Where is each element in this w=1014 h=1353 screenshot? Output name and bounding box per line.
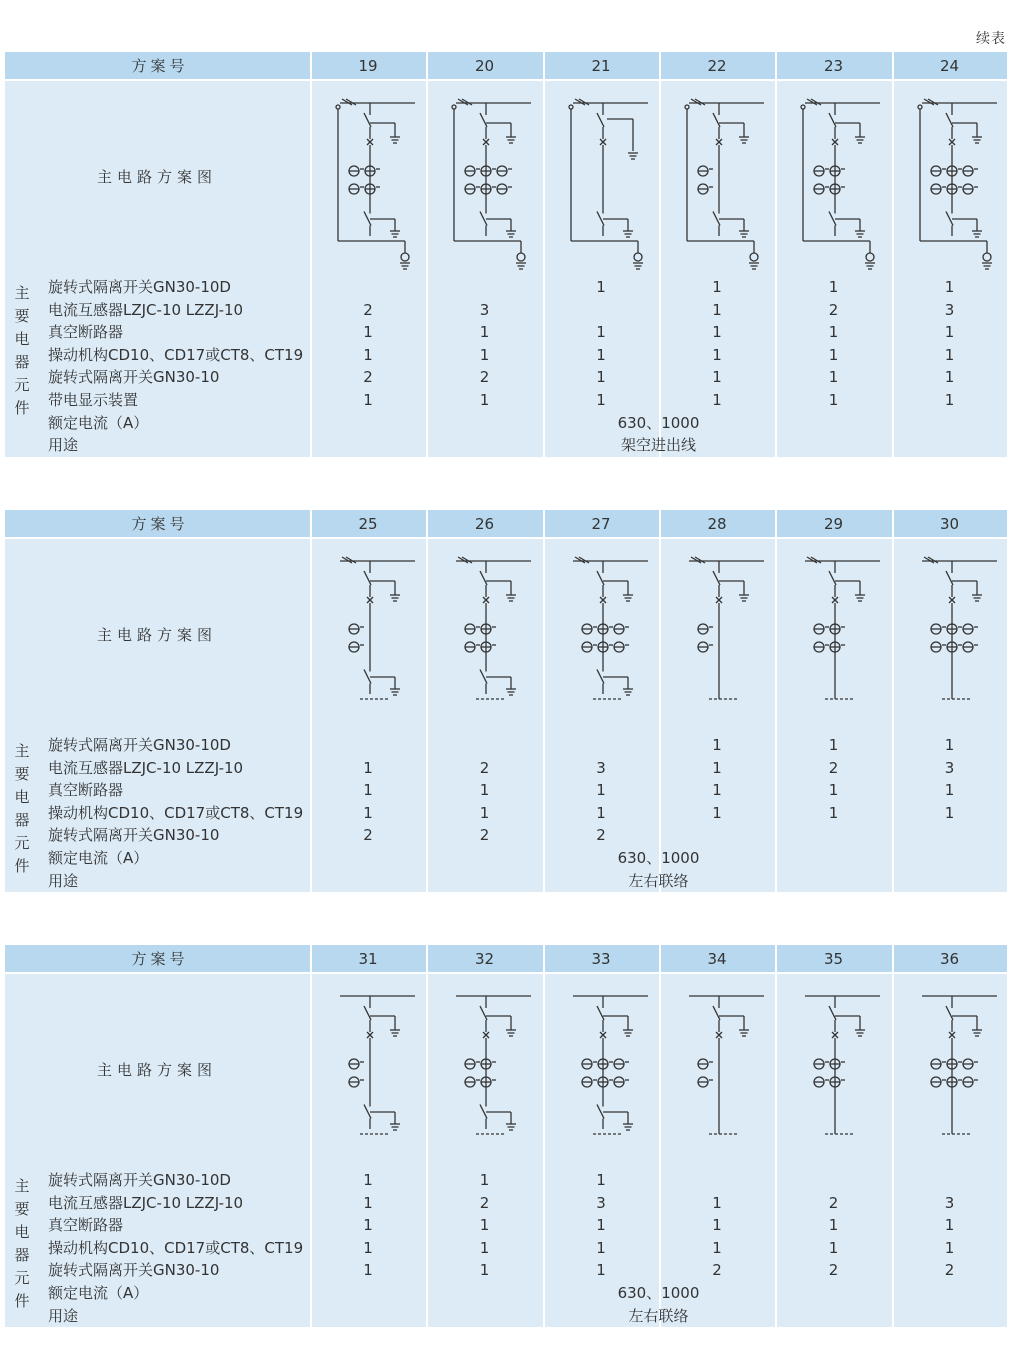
component-count: 1 (479, 345, 490, 364)
component-count: 3 (944, 300, 955, 319)
component-count: 1 (712, 803, 722, 822)
group-label-char: 元 (14, 1269, 30, 1287)
row-divider (5, 79, 1007, 81)
column-divider (426, 52, 428, 457)
component-name: 旋转式隔离开关GN30-10 (48, 368, 220, 387)
component-count: 2 (944, 1261, 955, 1280)
component-count: 1 (479, 803, 490, 822)
usage-label: 用途 (48, 1306, 79, 1325)
group-label-char: 要 (14, 1200, 30, 1218)
component-count: 1 (479, 1261, 490, 1280)
component-name: 真空断路器 (48, 323, 124, 342)
circuit-diagram (912, 91, 1002, 271)
component-count: 1 (479, 781, 490, 800)
column-divider (310, 52, 312, 457)
column-divider (892, 510, 894, 892)
component-count: 2 (363, 826, 373, 845)
usage-label: 用途 (48, 871, 79, 890)
component-count: 2 (479, 826, 490, 845)
usage-value: 左右联络 (628, 1306, 689, 1325)
component-count: 2 (828, 1261, 839, 1280)
component-count: 1 (828, 323, 839, 342)
group-label-char: 要 (14, 765, 30, 783)
column-divider (775, 510, 777, 892)
component-count: 1 (828, 781, 839, 800)
component-count: 2 (828, 1193, 839, 1212)
component-count: 1 (712, 1216, 722, 1235)
component-count: 2 (479, 1193, 490, 1212)
scheme-number-label: 方案号 (131, 950, 189, 968)
scheme-number: 25 (358, 515, 378, 533)
component-count: 1 (479, 391, 490, 409)
row-divider (5, 972, 1007, 974)
component-count: 1 (944, 391, 955, 409)
component-count: 1 (944, 736, 955, 754)
usage-label: 用途 (48, 436, 79, 455)
component-name: 操动机构CD10、CD17或CT8、CT19 (48, 1238, 304, 1257)
component-name: 电流互感器LZJC-10 LZZJ-10 (48, 1193, 244, 1212)
circuit-diagram (912, 984, 1002, 1164)
usage-value: 架空进出线 (620, 436, 697, 455)
group-label-char: 电 (14, 1223, 30, 1241)
component-count: 1 (712, 758, 722, 777)
group-label-char: 器 (14, 353, 30, 371)
scheme-number: 30 (939, 515, 960, 533)
scheme-number: 27 (591, 515, 611, 533)
component-count: 1 (596, 1238, 606, 1257)
circuit-diagram (330, 549, 420, 729)
component-count: 1 (363, 758, 373, 777)
diagram-label: 主电路方案图 (97, 626, 218, 644)
component-count: 1 (944, 323, 955, 342)
component-count: 1 (712, 278, 722, 296)
scheme-number: 33 (591, 950, 611, 968)
circuit-diagram (795, 91, 885, 271)
component-count: 2 (828, 300, 839, 319)
component-count: 1 (712, 1238, 722, 1257)
scheme-number-label: 方案号 (131, 515, 189, 533)
component-count: 1 (944, 803, 955, 822)
scheme-table (5, 52, 1007, 457)
scheme-number: 20 (474, 57, 495, 75)
scheme-number: 34 (707, 950, 727, 968)
column-divider (892, 945, 894, 1327)
component-count: 1 (479, 1171, 490, 1189)
component-name: 旋转式隔离开关GN30-10D (48, 1171, 231, 1189)
scheme-number: 21 (591, 57, 611, 75)
column-divider (659, 945, 661, 1327)
group-label-char: 主 (14, 742, 30, 760)
column-divider (310, 945, 312, 1327)
component-count: 1 (944, 781, 955, 800)
component-count: 1 (363, 803, 373, 822)
circuit-diagram (446, 549, 536, 729)
scheme-number: 22 (707, 57, 727, 75)
component-count: 3 (944, 1193, 955, 1212)
component-count: 1 (828, 391, 839, 409)
table-header (5, 945, 1007, 972)
scheme-number: 19 (358, 57, 378, 75)
circuit-diagram (563, 984, 653, 1164)
scheme-number: 32 (474, 950, 495, 968)
component-count: 1 (944, 1238, 955, 1257)
scheme-number: 29 (823, 515, 844, 533)
group-label-char: 主 (14, 284, 30, 302)
component-name: 旋转式隔离开关GN30-10 (48, 826, 220, 845)
component-count: 1 (596, 345, 606, 364)
rated-current-label: 额定电流（A） (48, 1284, 149, 1302)
component-count: 1 (596, 1216, 606, 1235)
circuit-diagram (912, 549, 1002, 729)
component-count: 2 (479, 368, 490, 387)
column-divider (659, 52, 661, 457)
component-count: 2 (479, 758, 490, 777)
scheme-number: 26 (474, 515, 495, 533)
usage-value: 左右联络 (628, 871, 689, 890)
component-count: 1 (828, 368, 839, 387)
circuit-diagram (679, 984, 769, 1164)
column-divider (892, 52, 894, 457)
group-label-char: 件 (14, 399, 30, 417)
column-divider (543, 945, 545, 1327)
component-count: 2 (363, 368, 373, 387)
column-divider (426, 510, 428, 892)
component-count: 1 (712, 781, 722, 800)
component-name: 电流互感器LZJC-10 LZZJ-10 (48, 758, 244, 777)
component-count: 2 (712, 1261, 722, 1280)
group-label-char: 件 (14, 1292, 30, 1310)
circuit-diagram (795, 549, 885, 729)
component-count: 1 (712, 300, 722, 319)
scheme-table (5, 510, 1007, 892)
scheme-number-label: 方案号 (131, 57, 189, 75)
component-count: 1 (712, 345, 722, 364)
component-count: 1 (944, 1216, 955, 1235)
component-name: 旋转式隔离开关GN30-10D (48, 278, 231, 296)
component-count: 1 (363, 345, 373, 364)
component-count: 2 (363, 300, 373, 319)
circuit-diagram (679, 91, 769, 271)
component-count: 1 (363, 1216, 373, 1235)
scheme-number: 36 (939, 950, 960, 968)
component-count: 1 (363, 323, 373, 342)
table-header (5, 52, 1007, 79)
component-count: 1 (712, 323, 722, 342)
circuit-diagram (795, 984, 885, 1164)
group-label-char: 要 (14, 307, 30, 325)
component-count: 1 (363, 391, 373, 409)
component-count: 3 (596, 758, 606, 777)
component-count: 1 (363, 1171, 373, 1189)
component-count: 1 (944, 278, 955, 296)
component-count: 2 (596, 826, 606, 845)
component-count: 1 (479, 1216, 490, 1235)
scheme-number: 28 (707, 515, 727, 533)
scheme-table (5, 945, 1007, 1327)
continued-label: 续表 (976, 31, 1006, 47)
group-label-char: 元 (14, 834, 30, 852)
component-count: 1 (828, 1238, 839, 1257)
column-divider (310, 510, 312, 892)
component-count: 1 (596, 323, 606, 342)
component-count: 1 (363, 781, 373, 800)
circuit-diagram (563, 549, 653, 729)
component-count: 1 (712, 368, 722, 387)
component-count: 1 (828, 278, 839, 296)
component-count: 1 (596, 391, 606, 409)
scheme-number: 24 (939, 57, 960, 75)
column-divider (426, 945, 428, 1327)
component-group-label (13, 1175, 31, 1313)
component-count: 1 (712, 1193, 722, 1212)
scheme-number: 23 (823, 57, 844, 75)
component-count: 1 (712, 736, 722, 754)
group-label-char: 器 (14, 1246, 30, 1264)
component-count: 1 (596, 803, 606, 822)
circuit-diagram (563, 91, 653, 271)
group-label-char: 主 (14, 1177, 30, 1195)
component-count: 3 (479, 300, 490, 319)
column-divider (543, 510, 545, 892)
component-group-label (13, 282, 31, 420)
component-count: 1 (596, 1171, 606, 1189)
component-group-label (13, 740, 31, 878)
component-count: 3 (596, 1193, 606, 1212)
component-count: 1 (479, 1238, 490, 1257)
column-divider (659, 510, 661, 892)
circuit-diagram (330, 91, 420, 271)
component-count: 1 (828, 736, 839, 754)
rated-current-value: 630、1000 (617, 413, 700, 432)
scheme-number: 35 (823, 950, 844, 968)
group-label-char: 元 (14, 376, 30, 394)
group-label-char: 器 (14, 811, 30, 829)
component-count: 1 (596, 368, 606, 387)
diagram-label: 主电路方案图 (97, 168, 218, 186)
component-count: 1 (828, 1216, 839, 1235)
component-name: 旋转式隔离开关GN30-10D (48, 736, 231, 754)
component-count: 1 (712, 391, 722, 409)
circuit-diagram (330, 984, 420, 1164)
group-label-char: 件 (14, 857, 30, 875)
rated-current-value: 630、1000 (617, 849, 700, 867)
rated-current-value: 630、1000 (617, 1284, 700, 1302)
component-count: 2 (828, 758, 839, 777)
component-count: 1 (596, 781, 606, 800)
group-label-char: 电 (14, 788, 30, 806)
rated-current-label: 额定电流（A） (48, 849, 149, 867)
component-count: 1 (944, 345, 955, 364)
group-label-char: 电 (14, 330, 30, 348)
scheme-number: 31 (358, 950, 378, 968)
component-name: 操动机构CD10、CD17或CT8、CT19 (48, 803, 304, 822)
component-count: 1 (596, 278, 606, 296)
component-name: 旋转式隔离开关GN30-10 (48, 1261, 220, 1280)
component-count: 1 (596, 1261, 606, 1280)
component-name: 真空断路器 (48, 1216, 124, 1235)
column-divider (775, 52, 777, 457)
component-name: 电流互感器LZJC-10 LZZJ-10 (48, 300, 244, 319)
component-name: 真空断路器 (48, 781, 124, 800)
circuit-diagram (679, 549, 769, 729)
component-count: 3 (944, 758, 955, 777)
column-divider (775, 945, 777, 1327)
component-count: 1 (363, 1261, 373, 1280)
component-name: 操动机构CD10、CD17或CT8、CT19 (48, 345, 304, 364)
circuit-diagram (446, 91, 536, 271)
component-count: 1 (828, 803, 839, 822)
circuit-diagram (446, 984, 536, 1164)
component-count: 1 (944, 368, 955, 387)
column-divider (543, 52, 545, 457)
component-count: 1 (828, 345, 839, 364)
component-count: 1 (363, 1193, 373, 1212)
row-divider (5, 537, 1007, 539)
table-header (5, 510, 1007, 537)
diagram-label: 主电路方案图 (97, 1061, 218, 1079)
component-count: 1 (479, 323, 490, 342)
rated-current-label: 额定电流（A） (48, 413, 149, 432)
component-count: 1 (363, 1238, 373, 1257)
component-name: 带电显示装置 (48, 391, 139, 409)
